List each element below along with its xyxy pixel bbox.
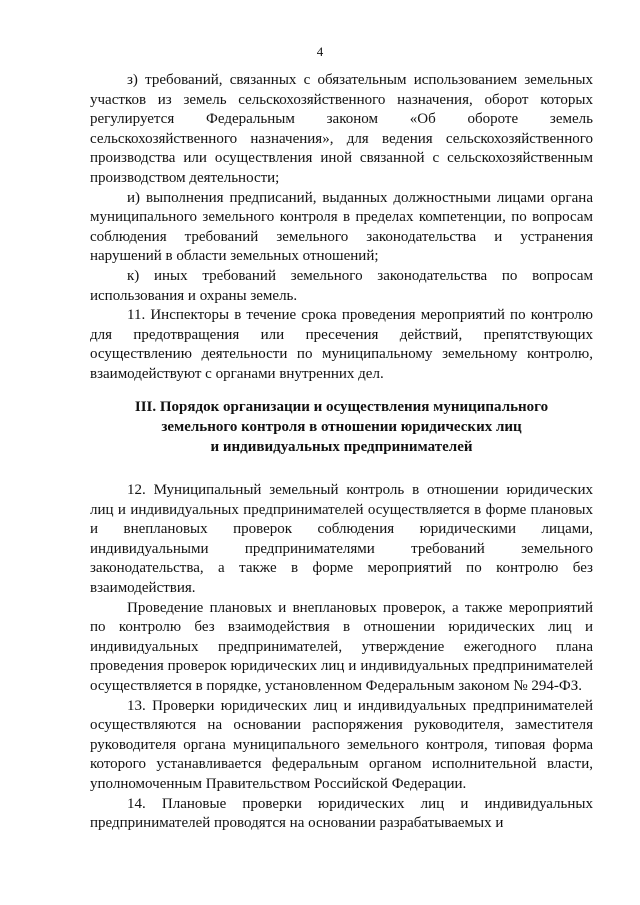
- section-heading-line: и индивидуальных предпринимателей: [210, 438, 473, 455]
- paragraph-inspections-procedure: Проведение плановых и внеплановых проверок, а также мероприятий по контролю без взаимодействия в отношении юридических лиц и индивидуальных предпринимателей, утверждение ежегодного плана проведения проверок юридических лиц и индивидуальных предпринимателей осуществляется в порядке, установленном Федеральным законом № 294-ФЗ.: [90, 599, 593, 694]
- paragraph-item-i: и) выполнения предписаний, выданных должностными лицами органа муниципального земельного контроля в пределах компетенции, по вопросам соблюдения требований земельного законодательства и устранения нарушений в области земельных отношений;: [90, 189, 593, 265]
- paragraph-item-z: з) требований, связанных с обязательным использованием земельных участков из земель сельскохозяйственного назначения, оборот которых регулируется Федеральным законом «Об обороте земель сельскохозяйственного назначения», для ведения сельскохозяйственного производства или осуществления иной связанной с сельскохозяйственным производством деятельности;: [90, 72, 593, 186]
- section-heading: [90, 398, 593, 457]
- section-text-control-requirements: [90, 71, 593, 385]
- section-text-organization: [90, 481, 593, 834]
- page-number: 4: [316, 44, 324, 59]
- paragraph-clause-12: 12. Муниципальный земельный контроль в отношении юридических лиц и индивидуальных предпринимателей осуществляется в форме плановых и внеплановых проверок соблюдения юридическими лицами, индивидуальными предпринимателями требований земельного законодательства, а также в форме мероприятий по контролю без взаимодействия.: [90, 482, 593, 596]
- paragraph-clause-13: 13. Проверки юридических лиц и индивидуальных предпринимателей осуществляются на основании распоряжения руководителя, заместителя руководителя органа муниципального земельного контроля, типовая форма которого устанавливается федеральным органом исполнительной власти, уполномоченным Правительством Российской Федерации.: [90, 697, 593, 792]
- section-heading-line: III. Порядок организации и осуществления муниципального: [134, 399, 549, 415]
- paragraph-item-k: к) иных требований земельного законодательства по вопросам использования и охраны земель.: [90, 267, 593, 304]
- section-heading-line: земельного контроля в отношении юридических лиц: [161, 418, 522, 435]
- paragraph-clause-14: 14. Плановые проверки юридических лиц и индивидуальных предпринимателей проводятся на основании разрабатываемых и: [90, 795, 593, 832]
- paragraph-clause-11: 11. Инспекторы в течение срока проведения мероприятий по контролю для предотвращения или пресечения действий, препятствующих осуществлению деятельности по муниципальному земельному контролю, взаимодействуют с органами внутренних дел.: [90, 307, 593, 382]
